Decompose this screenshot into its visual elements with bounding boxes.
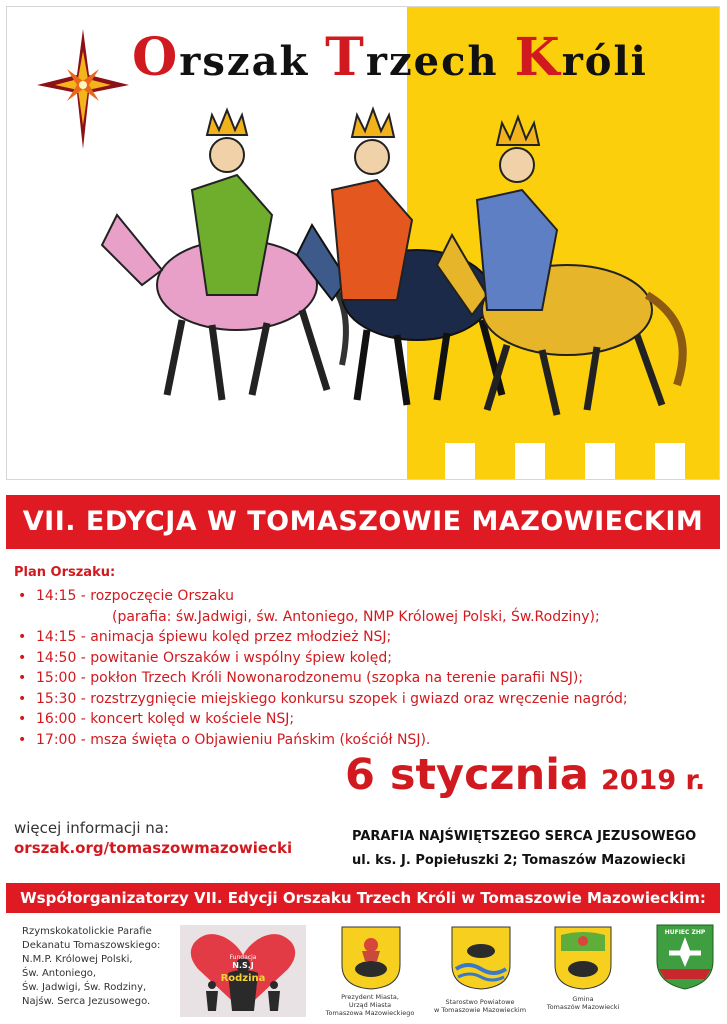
poster-illustration — [6, 6, 720, 480]
plan-item: • 14:15 - animacja śpiewu kolęd przez młodzież NSJ; — [18, 629, 392, 645]
more-info-link[interactable]: orszak.org/tomaszowmazowiecki — [14, 839, 293, 857]
poster-title — [132, 27, 648, 88]
battlement — [585, 443, 615, 480]
parish-address — [352, 825, 696, 873]
svg-text:HUFIEC ZHP: HUFIEC ZHP — [664, 929, 706, 936]
plan-item: • 14:15 - rozpoczęcie Orszaku (parafia: św.Jadwigi, św. Antoniego, NMP Królowej Polski, Św.Rodziny); — [18, 588, 600, 625]
battlement — [445, 443, 475, 480]
plan-item: • 17:00 - msza święta o Objawieniu Pańskim (kościół NSJ). — [18, 731, 431, 748]
edition-banner: VII. EDYCJA W TOMASZOWIE MAZOWIECKIM — [6, 495, 720, 549]
city-crest-icon — [340, 925, 402, 991]
scout-shield-icon — [655, 923, 715, 991]
event-date — [345, 750, 705, 800]
heart-family-icon — [180, 925, 306, 1017]
plan-title: Plan Orszaku: — [14, 565, 116, 580]
county-crest-icon — [450, 925, 512, 991]
svg-text:Fundacja: Fundacja — [229, 954, 257, 961]
battlement — [655, 443, 685, 480]
svg-text:Rodzina: Rodzina — [220, 973, 266, 984]
event-year: 2019 r. — [600, 765, 706, 796]
title-initial: O — [132, 27, 180, 88]
plan-item: • 15:00 - pokłon Trzech Króli Nowonarodzonemu (szopka na terenie parafii NSJ); — [18, 670, 584, 686]
plan-item: • 16:00 - koncert kolęd w kościele NSJ; — [18, 711, 295, 727]
gmina-caption: Gmina Tomaszów Mazowiecki — [546, 995, 620, 1011]
title-initial: K — [514, 27, 562, 88]
king-green-icon — [192, 110, 272, 295]
plan-item: • 14:50 - powitanie Orszaków i wspólny śpiew kolęd; — [18, 649, 392, 666]
prezydent-caption: Prezydent Miasta, Urząd Miasta Tomaszowa Mazowieckiego — [325, 993, 415, 1017]
title-initial: T — [325, 27, 366, 88]
title-word: rszak — [179, 38, 326, 85]
king-orange-icon — [332, 109, 412, 300]
battlement — [515, 443, 545, 480]
event-day: 6 stycznia — [345, 750, 589, 800]
co-organizers-banner: Współorganizatorzy VII. Edycji Orszaku Trzech Króli w Tomaszowie Mazowieckim: — [6, 883, 720, 913]
plan-item: • 15:30 - rozstrzygnięcie miejskiego konkursu szopek i gwiazd oraz wręczenie nagród; — [18, 690, 628, 707]
organizers-text: Rzymskokatolickie Parafie Dekanatu Tomaszowskiego: N.M.P. Królowej Polski, Św. Antoniego, Św. Jadwigi, Św. Rodziny, Najśw. Serca Jezusowego. — [22, 926, 161, 1007]
king-blue-icon — [477, 117, 557, 310]
plan-list — [14, 586, 628, 750]
starostwo-caption: Starostwo Powiatowe w Tomaszowie Mazowieckim — [433, 998, 527, 1014]
parish-name: PARAFIA NAJŚWIĘTSZEGO SERCA JEZUSOWEGO — [352, 829, 697, 844]
commune-crest-icon — [553, 925, 613, 991]
title-word: rzech — [365, 38, 515, 85]
svg-text:N.S.J: N.S.J — [232, 961, 254, 970]
three-kings-illustration — [87, 95, 687, 425]
more-info-label: więcej informacji na: — [14, 819, 170, 837]
title-word: róli — [561, 38, 648, 85]
parish-street: ul. ks. J. Popiełuszki 2; Tomaszów Mazowiecki — [352, 853, 686, 868]
fundacja-logo — [180, 925, 306, 1017]
